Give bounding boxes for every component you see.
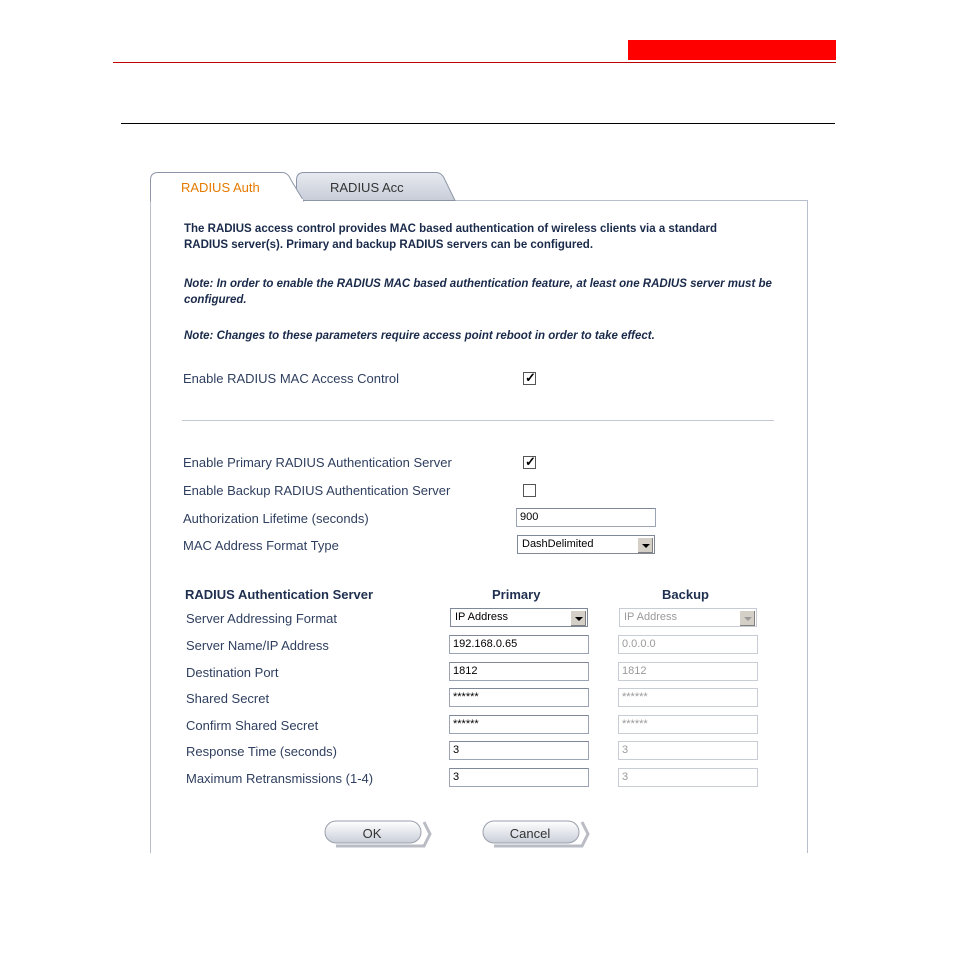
check-icon: ✓ — [525, 370, 536, 385]
mac-format-value: DashDelimited — [522, 538, 594, 550]
header-rule — [113, 62, 836, 63]
enable-backup-server-label: Enable Backup RADIUS Authentication Server — [183, 483, 451, 498]
max-retransmissions-label: Maximum Retransmissions (1-4) — [186, 771, 374, 786]
primary-response-time-input[interactable]: 3 — [449, 741, 589, 760]
auth-lifetime-label: Authorization Lifetime (seconds) — [183, 511, 369, 526]
response-time-label: Response Time (seconds) — [186, 744, 338, 759]
mac-format-label: MAC Address Format Type — [183, 538, 339, 553]
primary-column-header: Primary — [492, 587, 541, 602]
enable-primary-server-label: Enable Primary RADIUS Authentication Server — [183, 455, 452, 470]
shared-secret-label: Shared Secret — [186, 691, 270, 706]
chevron-down-icon — [570, 610, 586, 626]
backup-max-retransmissions-input[interactable]: 3 — [618, 768, 758, 787]
server-address-label: Server Name/IP Address — [186, 638, 329, 653]
backup-destination-port-input[interactable]: 1812 — [618, 662, 758, 681]
primary-addressing-format-select[interactable] — [450, 608, 588, 627]
primary-shared-secret-input[interactable]: ****** — [449, 688, 589, 707]
primary-max-retransmissions-input[interactable]: 3 — [449, 768, 589, 787]
mac-format-select[interactable] — [517, 535, 655, 554]
header-red-bar — [628, 40, 836, 60]
confirm-shared-secret-label: Confirm Shared Secret — [186, 718, 319, 733]
chevron-down-icon — [739, 610, 755, 626]
backup-server-address-input[interactable]: 0.0.0.0 — [618, 635, 758, 654]
enable-mac-access-control-checkbox[interactable] — [523, 372, 536, 385]
tab-label: RADIUS Acc — [330, 180, 404, 195]
chevron-down-icon — [637, 537, 653, 553]
intro-text: The RADIUS access control provides MAC based authentication of wireless clients via a standard RADIUS server(s). Primary and backup RADIUS servers can be configured. — [184, 223, 717, 251]
primary-server-address-input[interactable]: 192.168.0.65 — [449, 635, 589, 654]
addressing-format-label: Server Addressing Format — [186, 611, 338, 626]
enable-mac-access-control-label: Enable RADIUS MAC Access Control — [183, 371, 400, 386]
backup-column-header: Backup — [662, 587, 709, 602]
cancel-button-label: Cancel — [509, 826, 551, 841]
cancel-button[interactable] — [482, 820, 590, 848]
auth-lifetime-input[interactable]: 900 — [516, 508, 656, 527]
enable-backup-server-checkbox[interactable] — [523, 484, 536, 497]
backup-addressing-format-select[interactable] — [619, 608, 757, 627]
ok-button-label: OK — [362, 826, 382, 841]
divider — [182, 420, 774, 421]
backup-confirm-shared-secret-input[interactable]: ****** — [618, 715, 758, 734]
primary-destination-port-input[interactable]: 1812 — [449, 662, 589, 681]
server-table-header: RADIUS Authentication Server — [185, 587, 374, 602]
tab-radius-acc[interactable] — [296, 172, 456, 201]
primary-addressing-format-value: IP Address — [455, 611, 508, 623]
section-rule — [121, 123, 835, 124]
enable-primary-server-checkbox[interactable] — [523, 456, 536, 469]
note-config: Note: In order to enable the RADIUS MAC based authentication feature, at least one RADIUS server must be configured. — [184, 278, 772, 306]
note-reboot: Note: Changes to these parameters require access point reboot in order to take effect. — [184, 330, 655, 342]
tab-label: RADIUS Auth — [181, 180, 260, 195]
check-icon: ✓ — [525, 454, 536, 469]
backup-shared-secret-input[interactable]: ****** — [618, 688, 758, 707]
backup-addressing-format-value: IP Address — [624, 611, 677, 623]
primary-confirm-shared-secret-input[interactable]: ****** — [449, 715, 589, 734]
destination-port-label: Destination Port — [186, 665, 279, 680]
tab-radius-auth[interactable] — [150, 172, 305, 201]
backup-response-time-input[interactable]: 3 — [618, 741, 758, 760]
ok-button[interactable] — [324, 820, 432, 848]
